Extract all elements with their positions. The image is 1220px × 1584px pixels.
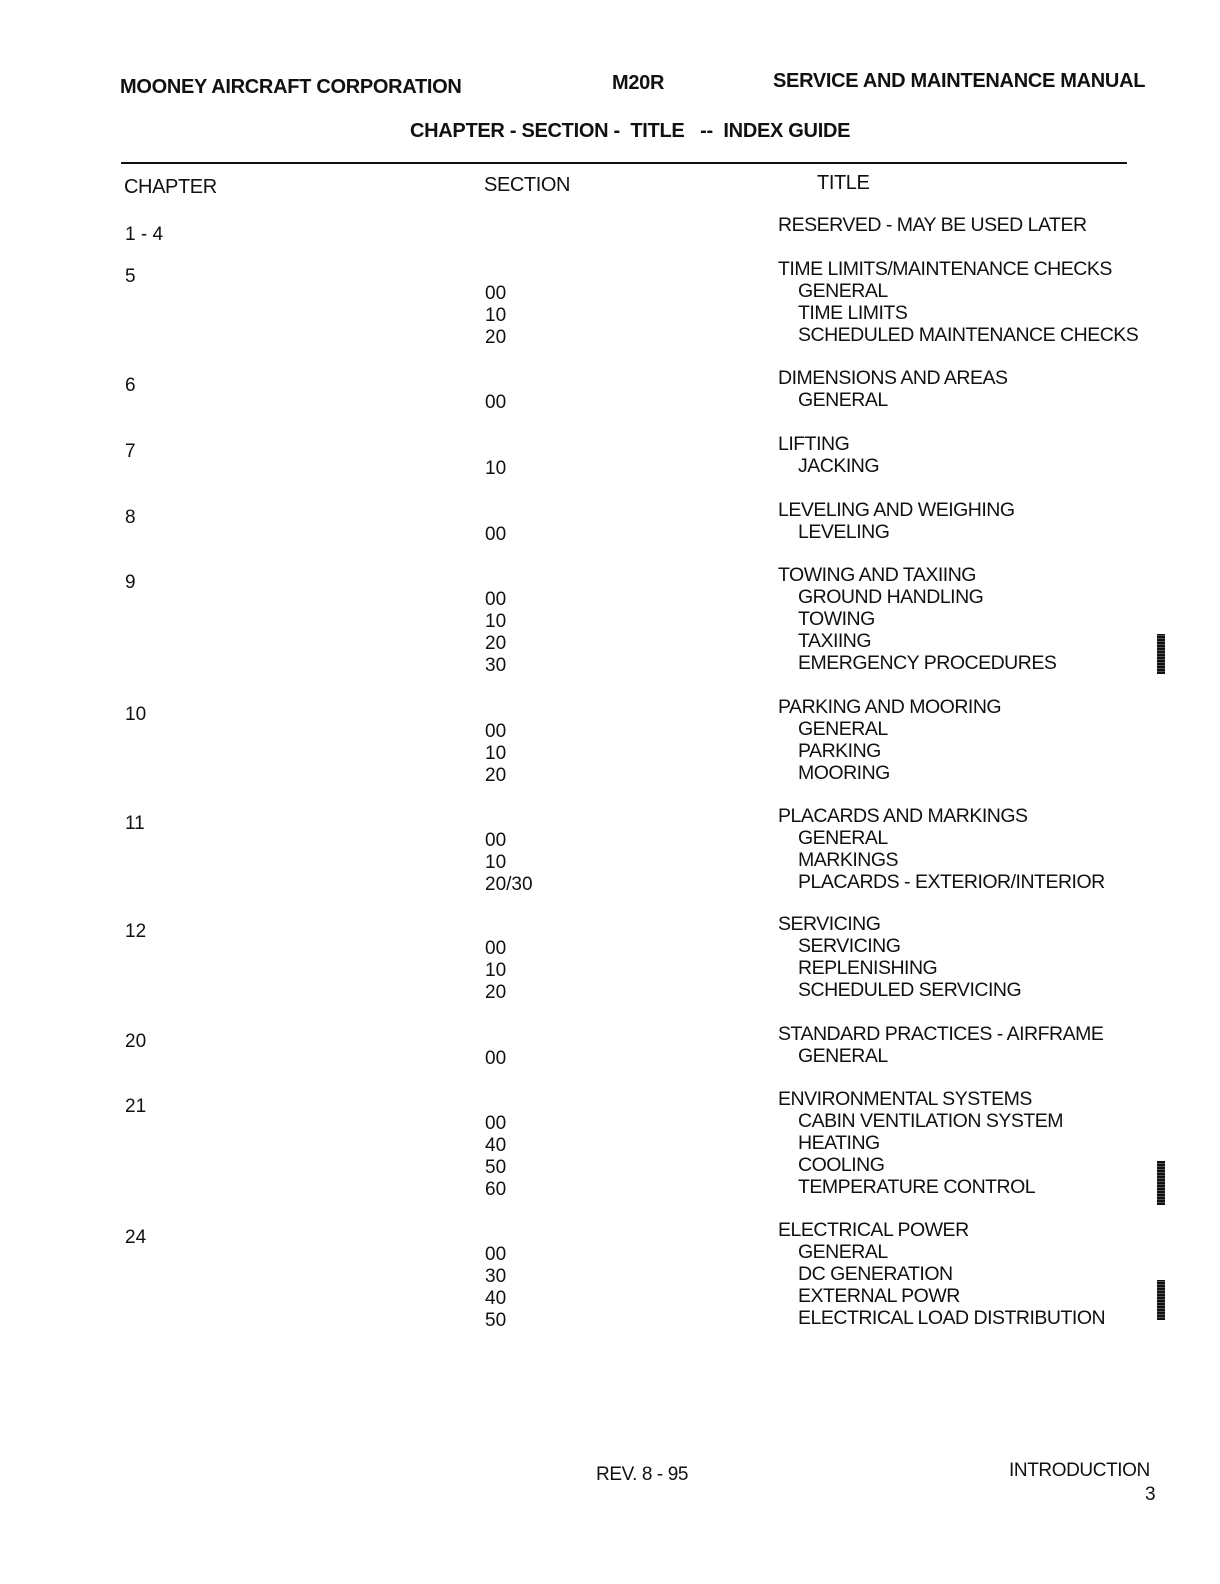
section-number: 20/30: [485, 874, 533, 895]
section-column-header: SECTION: [484, 174, 571, 196]
section-number: 00: [485, 589, 507, 610]
index-guide-title: CHAPTER - SECTION - TITLE -- INDEX GUIDE: [410, 120, 851, 142]
section-number: 20: [485, 327, 507, 348]
chapter-number: 8: [125, 507, 136, 528]
section-number: 40: [485, 1288, 507, 1309]
section-number: 00: [485, 721, 507, 742]
section-title: ELECTRICAL LOAD DISTRIBUTION: [798, 1307, 1106, 1329]
section-title: EXTERNAL POWR: [798, 1285, 960, 1307]
chapter-title: LIFTING: [778, 433, 850, 455]
section-title: SCHEDULED MAINTENANCE CHECKS: [798, 324, 1139, 346]
chapter-number: 21: [125, 1096, 147, 1117]
section-number: 10: [485, 743, 507, 764]
section-number: 50: [485, 1310, 507, 1331]
chapter-title: PLACARDS AND MARKINGS: [778, 805, 1028, 827]
section-title: GENERAL: [798, 718, 888, 740]
section-number: 20: [485, 633, 507, 654]
section-number: 20: [485, 765, 507, 786]
section-title: JACKING: [798, 455, 880, 477]
chapter-title: ELECTRICAL POWER: [778, 1219, 969, 1241]
model-number: M20R: [612, 72, 665, 94]
change-bar: [1157, 1161, 1165, 1205]
section-title: PLACARDS - EXTERIOR/INTERIOR: [798, 871, 1105, 893]
section-title: GENERAL: [798, 827, 888, 849]
chapter-title: SERVICING: [778, 913, 881, 935]
title-column-header: TITLE: [817, 172, 870, 194]
section-number: 10: [485, 611, 507, 632]
section-title: GENERAL: [798, 1045, 888, 1067]
section-number: 00: [485, 283, 507, 304]
section-number: 10: [485, 458, 507, 479]
chapter-number: 24: [125, 1227, 147, 1248]
section-title: EMERGENCY PROCEDURES: [798, 652, 1057, 674]
chapter-number: 9: [125, 572, 136, 593]
section-title: TAXIING: [798, 630, 872, 652]
section-title: COOLING: [798, 1154, 885, 1176]
section-title: GENERAL: [798, 1241, 888, 1263]
section-title: LEVELING: [798, 521, 890, 543]
section-title: GENERAL: [798, 280, 888, 302]
section-title: PARKING: [798, 740, 881, 762]
chapter-number: 6: [125, 375, 136, 396]
chapter-number: 10: [125, 704, 147, 725]
chapter-number: 7: [125, 441, 136, 462]
section-number: 20: [485, 982, 507, 1003]
section-number: 10: [485, 305, 507, 326]
chapter-number: 1 - 4: [125, 224, 164, 245]
section-title: SERVICING: [798, 935, 901, 957]
section-title: TIME LIMITS: [798, 302, 908, 324]
header-rule: [121, 162, 1127, 164]
manual-title: SERVICE AND MAINTENANCE MANUAL: [773, 70, 1146, 92]
section-title: MARKINGS: [798, 849, 899, 871]
section-title: REPLENISHING: [798, 957, 938, 979]
section-number: 00: [485, 830, 507, 851]
chapter-number: 11: [125, 813, 145, 834]
section-title: SCHEDULED SERVICING: [798, 979, 1022, 1001]
section-title: MOORING: [798, 762, 890, 784]
section-title: TOWING: [798, 608, 875, 630]
chapter-title: STANDARD PRACTICES - AIRFRAME: [778, 1023, 1104, 1045]
page-number: 3: [1145, 1484, 1156, 1505]
section-title: GROUND HANDLING: [798, 586, 984, 608]
section-number: 30: [485, 655, 507, 676]
section-number: 00: [485, 1048, 507, 1069]
footer-section-label: INTRODUCTION: [1009, 1460, 1150, 1481]
section-number: 00: [485, 938, 507, 959]
section-number: 00: [485, 1113, 507, 1134]
chapter-title: PARKING AND MOORING: [778, 696, 1002, 718]
section-number: 10: [485, 852, 507, 873]
section-number: 40: [485, 1135, 507, 1156]
section-title: TEMPERATURE CONTROL: [798, 1176, 1036, 1198]
chapter-number: 12: [125, 921, 147, 942]
chapter-title: RESERVED - MAY BE USED LATER: [778, 214, 1087, 236]
section-title: GENERAL: [798, 389, 888, 411]
section-number: 00: [485, 524, 507, 545]
section-number: 60: [485, 1179, 507, 1200]
revision-label: REV. 8 - 95: [596, 1464, 689, 1485]
chapter-number: 20: [125, 1031, 147, 1052]
section-title: HEATING: [798, 1132, 880, 1154]
chapter-number: 5: [125, 266, 136, 287]
change-bar: [1157, 634, 1165, 674]
chapter-title: ENVIRONMENTAL SYSTEMS: [778, 1088, 1032, 1110]
chapter-title: TOWING AND TAXIING: [778, 564, 976, 586]
section-number: 00: [485, 392, 507, 413]
section-title: CABIN VENTILATION SYSTEM: [798, 1110, 1064, 1132]
section-number: 30: [485, 1266, 507, 1287]
chapter-title: TIME LIMITS/MAINTENANCE CHECKS: [778, 258, 1112, 280]
section-number: 00: [485, 1244, 507, 1265]
section-title: DC GENERATION: [798, 1263, 953, 1285]
chapter-column-header: CHAPTER: [124, 176, 217, 198]
chapter-title: DIMENSIONS AND AREAS: [778, 367, 1008, 389]
company-name: MOONEY AIRCRAFT CORPORATION: [120, 76, 462, 98]
section-number: 10: [485, 960, 507, 981]
chapter-title: LEVELING AND WEIGHING: [778, 499, 1015, 521]
change-bar: [1157, 1280, 1165, 1320]
section-number: 50: [485, 1157, 507, 1178]
